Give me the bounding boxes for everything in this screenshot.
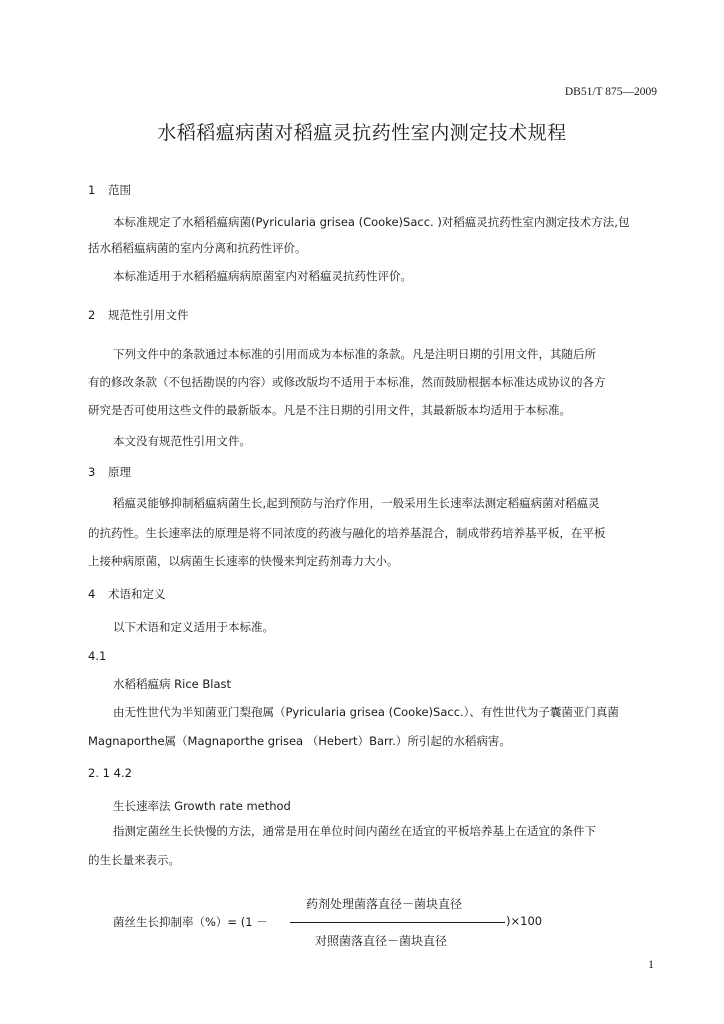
formula-lhs: 菌丝生长抑制率（%）= (1 －	[113, 915, 268, 929]
section-heading-principle	[88, 464, 131, 480]
formula-denominator: 对照菌落直径－菌块直径	[315, 934, 448, 948]
paragraph-line: 下列文件中的条款通过本标准的引用而成为本标准的条款。凡是注明日期的引用文件，其随后所	[113, 347, 596, 361]
section-number: 4	[88, 587, 96, 601]
section-title: 术语和定义	[108, 587, 166, 601]
term-growth-rate-method: 生长速率法 Growth rate method	[113, 799, 291, 813]
paragraph-line: 以下术语和定义适用于本标准。	[113, 620, 274, 634]
paragraph-line: 有的修改条款（不包括勘误的内容）或修改版均不适用于本标准，然而鼓励根据本标准达成协议的各方	[88, 375, 606, 389]
paragraph-line: 本标准适用于水稻稻瘟病病原菌室内对稻瘟灵抗药性评价。	[113, 269, 412, 283]
section-heading-scope	[88, 182, 131, 198]
paragraph-line: 稻瘟灵能够抑制稻瘟病菌生长,起到预防与治疗作用，一般采用生长速率法测定稻瘟病菌对稻瘟灵	[113, 496, 600, 510]
standard-number: DB51/T 875—2009	[564, 86, 657, 98]
subclause-number: 4.1	[88, 649, 107, 663]
section-title: 原理	[108, 465, 131, 479]
formula-numerator: 药剂处理菌落直径－菌块直径	[306, 897, 463, 911]
paragraph-line: 研究是否可使用这些文件的最新版本。凡是不注日期的引用文件，其最新版本均适用于本标准。	[88, 403, 571, 417]
formula-rhs: )×100	[506, 914, 543, 928]
paragraph-line: 上接种病原菌，以病菌生长速率的快慢来判定药剂毒力大小。	[88, 554, 399, 568]
section-number: 1	[88, 183, 96, 197]
paragraph-line: 本标准规定了水稻稻瘟病菌(Pyricularia grisea (Cooke)Sacc. )对稻瘟灵抗药性室内测定技术方法,包	[113, 215, 630, 229]
term-rice-blast: 水稻稻瘟病 Rice Blast	[113, 677, 232, 691]
paragraph-line: 括水稻稻瘟病菌的室内分离和抗药性评价。	[88, 241, 307, 255]
paragraph-line: 的生长量来表示。	[88, 853, 180, 867]
paragraph-line: Magnaporthe属（Magnaporthe grisea （Hebert）Barr.）所引起的水稻病害。	[88, 734, 511, 748]
document-title: 水稻稻瘟病菌对稻瘟灵抗药性室内测定技术规程	[157, 122, 567, 144]
paragraph-line: 的抗药性。生长速率法的原理是将不同浓度的药液与融化的培养基混合，制成带药培养基平板，在平板	[88, 526, 606, 540]
section-number: 2	[88, 308, 96, 322]
section-title: 规范性引用文件	[108, 308, 189, 322]
section-heading-normative-references	[88, 307, 189, 323]
section-title: 范围	[108, 183, 131, 197]
fraction-bar	[290, 922, 505, 923]
paragraph-line: 由无性世代为半知菌亚门梨孢属（Pyricularia grisea (Cooke)Sacc.）、有性世代为子囊菌亚门真菌	[113, 705, 619, 719]
section-heading-terms	[88, 586, 166, 602]
page-number: 1	[648, 957, 654, 971]
paragraph-line: 指测定菌丝生长快慢的方法，通常是用在单位时间内菌丝在适宜的平板培养基上在适宜的条件下	[113, 824, 596, 838]
paragraph-line: 本文没有规范性引用文件。	[113, 434, 251, 448]
subclause-number: 2. 1 4.2	[88, 766, 132, 780]
section-number: 3	[88, 465, 96, 479]
